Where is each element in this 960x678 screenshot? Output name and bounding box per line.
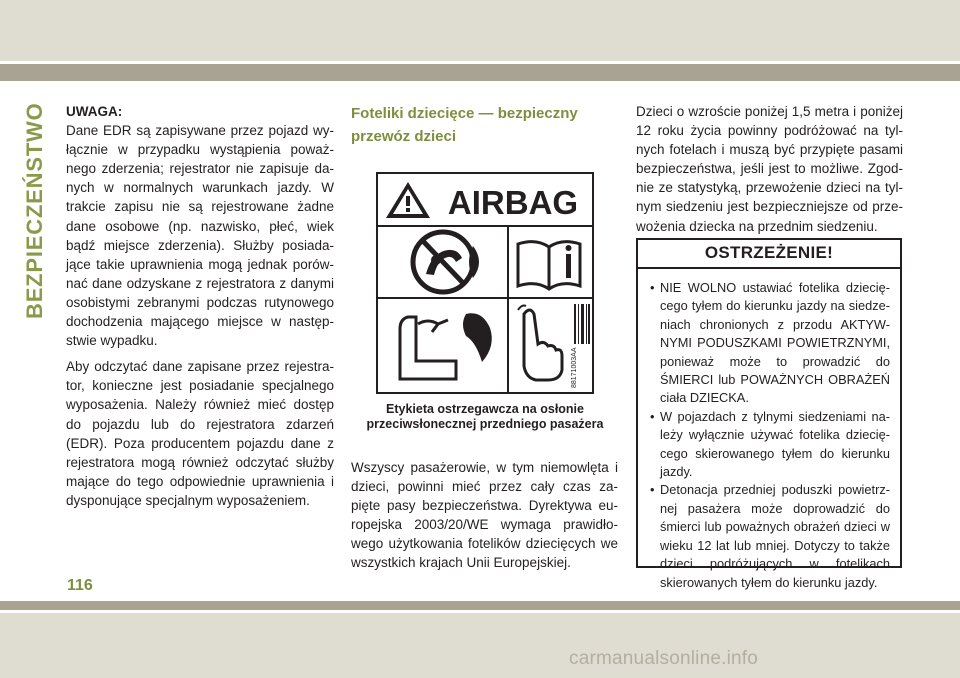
- owner-manual-icon: [518, 242, 580, 289]
- header-band: [0, 0, 960, 61]
- watermark: carmanualsonline.info: [569, 648, 759, 669]
- uwaga-heading: UWAGA:: [66, 104, 123, 119]
- airbag-warning-label-figure: [376, 172, 594, 394]
- footer-rule: [0, 601, 960, 610]
- figure-caption: Etykieta ostrzegawcza na osłonie przeciwsłonecznej przedniego pasażera: [366, 402, 604, 431]
- no-rear-facing-child-seat-icon: [413, 232, 479, 292]
- seat-airbag-deployment-icon: [400, 313, 492, 379]
- column-2: [351, 102, 618, 158]
- child-seat-paragraph: Wszyscy pasażerowie, w tym niemowlęta i dzieci, powinni mieć przez cały czas za-pięte pasy bezpieczeństwa. Dyrektywa eu-ropejska 2003/20/WE wymaga prawidło-wego użytkowania fotelików dziecięcych we wszystkich krajach Unii Europejskiej.: [351, 460, 618, 571]
- page-number: 116: [67, 577, 93, 594]
- figure-code: 88171003AA: [571, 347, 578, 388]
- column-1: [66, 102, 334, 517]
- rear-seat-paragraph: Dzieci o wzroście poniżej 1,5 metra i poniżej 12 roku życia powinny podróżować na tyl-nych fotelach i muszą być przypięte pasami bezpieczeństwa, jeśli jest to możliwe. Zgod-nie ze statystyką, przewożenie dzieci na tyl-nym siedzeniu jest bezpieczniejsze od prze-wożenia dziecka na przednim siedzeniu.: [636, 104, 903, 234]
- column-2-body: [351, 458, 618, 573]
- section-tab-label: BEZPIECZEŃSTWO: [22, 102, 47, 319]
- warning-item: • W pojazdach z tylnymi siedzeniami na-leży wyłącznie używać fotelika dziecię-cego skierowanego tyłem do kierunku jazdy.: [650, 408, 890, 482]
- footer-band: [0, 613, 960, 678]
- column-3: [636, 102, 903, 243]
- warning-list: [638, 269, 900, 592]
- edr-paragraph-1: Dane EDR są zapisywane przez pojazd wy-łącznie w przypadku wystąpienia poważ-nego zderzenia; rejestrator nie zapisuje da-nych w normalnych warunkach jazdy. W trakcie zapisu nie są rejestrowane żadne dane osobowe (np. nazwisko, płeć, wiek bądź miejsce zderzenia). Służby posiada-jące takie uprawnienia mogą jednak porów-nać dane odzyskane z rejestratora z danymi osobistymi zebranymi podczas rutynowego dochodzenia mającego miejsce w następ-stwie wypadku.: [66, 123, 334, 349]
- warning-triangle-icon: [386, 182, 430, 218]
- airbag-label-title: AIRBAG: [447, 184, 579, 221]
- header-rule: [0, 64, 960, 81]
- barcode: [574, 304, 590, 344]
- warning-item: • NIE WOLNO ustawiać fotelika dziecię-cego tyłem do kierunku jazdy na siedze-niach chronionych z przodu AKTYW-NYMI PODUSZKAMI POWIETRZNYMI, ponieważ może to prowadzić do ŚMIERCI lub POWAŻNYCH OBRAŻEŃ ciała DZIECKA.: [650, 279, 890, 408]
- warning-box: [636, 238, 902, 590]
- edr-paragraph-2: Aby odczytać dane zapisane przez rejestra-tor, konieczne jest posiadanie specjalnego wyposażenia. Należy również mieć dostęp do pojazdu lub do rejestratora zdarzeń (EDR). Poza producentem pojazdu dane z rejestratora mogą również odczytać służby mające do tego odpowiednie uprawnienia i dysponujące specjalnym wyposażeniem.: [66, 359, 334, 508]
- finger-warning-icon: [518, 306, 562, 381]
- section-heading: Foteliki dziecięce — bezpieczny przewóz dzieci: [351, 105, 578, 145]
- warning-item: • Detonacja przedniej poduszki powietrz-nej pasażera może doprowadzić do śmierci lub poważnych obrażeń dzieci w wieku 12 lat lub mniej. Dotyczy to także dzieci podróżujących w fotelikach skierowanych tyłem do kierunku jazdy.: [650, 481, 890, 591]
- warning-title: OSTRZEŻENIE!: [638, 240, 900, 269]
- airbag-label-illustration: [378, 174, 592, 392]
